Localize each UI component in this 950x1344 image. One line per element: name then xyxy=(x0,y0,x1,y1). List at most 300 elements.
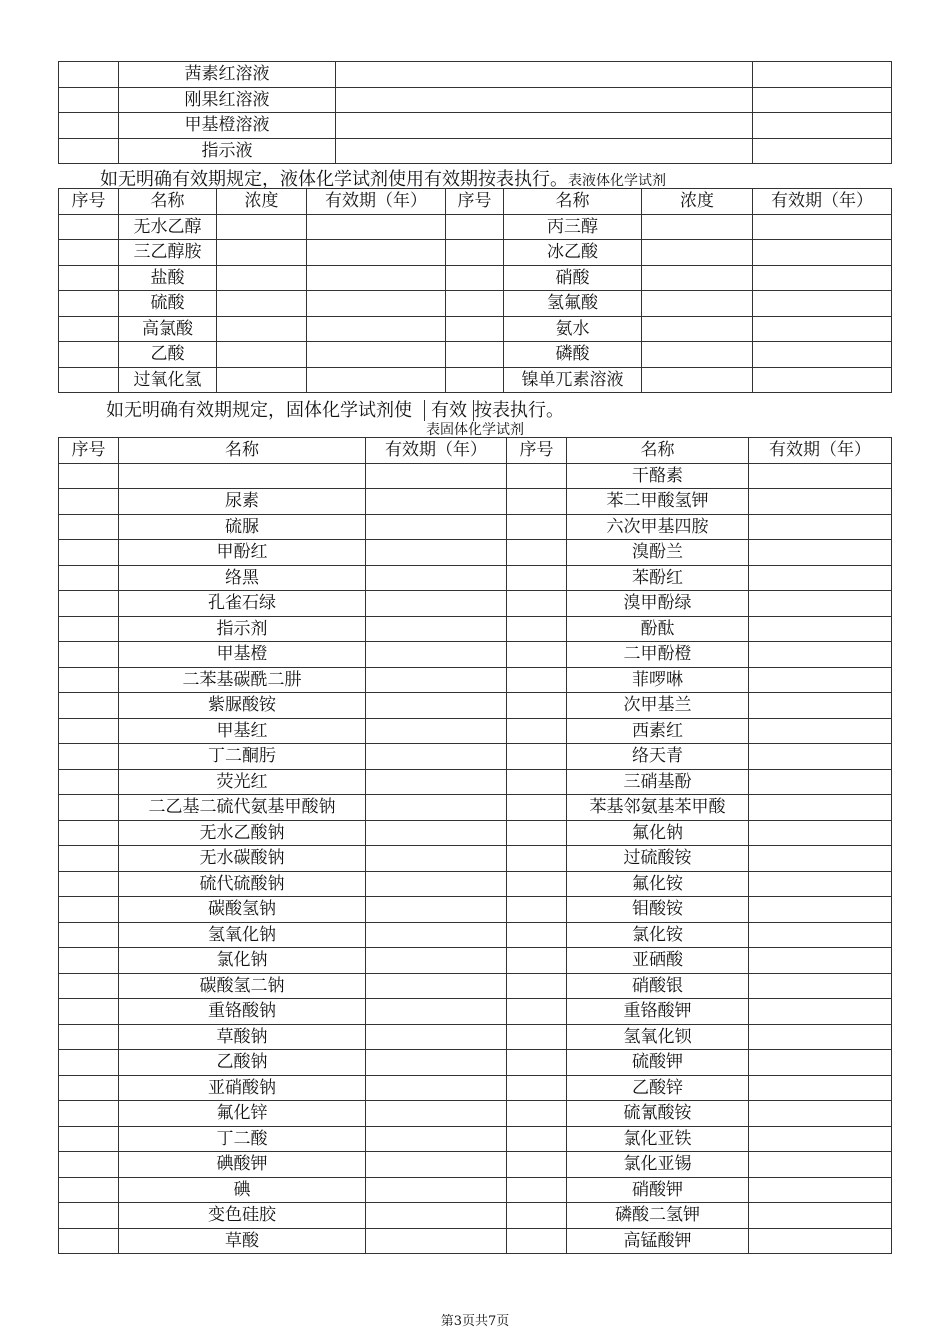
name-cell: 磷酸二氢钾 xyxy=(567,1203,749,1229)
validity-cell xyxy=(366,999,507,1025)
index-cell xyxy=(59,367,119,393)
table-row xyxy=(59,1177,892,1203)
index-cell xyxy=(507,1126,567,1152)
table-row xyxy=(59,138,892,164)
index-cell xyxy=(507,1177,567,1203)
name-cell: 硝酸 xyxy=(504,265,642,291)
index-cell xyxy=(59,1177,119,1203)
index-cell xyxy=(507,565,567,591)
header-cell: 名称 xyxy=(119,438,366,464)
table-row xyxy=(59,240,892,266)
name-cell: 碳酸氢二钠 xyxy=(119,973,366,999)
validity-cell xyxy=(749,769,892,795)
table-row xyxy=(59,367,892,393)
validity-cell xyxy=(753,342,892,368)
index-cell xyxy=(507,489,567,515)
validity-cell xyxy=(366,667,507,693)
table-row xyxy=(59,514,892,540)
index-cell xyxy=(507,1075,567,1101)
indicator-solution-table xyxy=(58,61,892,164)
blank-cell xyxy=(753,62,892,88)
validity-cell xyxy=(753,265,892,291)
validity-cell xyxy=(749,540,892,566)
table-row xyxy=(59,846,892,872)
header-cell: 有效期（年） xyxy=(307,189,446,215)
validity-cell xyxy=(749,846,892,872)
index-cell xyxy=(446,316,504,342)
index-cell xyxy=(59,846,119,872)
table-row xyxy=(59,1075,892,1101)
index-cell xyxy=(59,591,119,617)
solid-note-part2: 有效 xyxy=(424,400,474,421)
name-cell: 氯化铵 xyxy=(567,922,749,948)
validity-cell xyxy=(749,999,892,1025)
validity-cell xyxy=(753,291,892,317)
name-cell: 磷酸 xyxy=(504,342,642,368)
validity-cell xyxy=(749,948,892,974)
table-row xyxy=(59,565,892,591)
index-cell xyxy=(59,214,119,240)
solid-table-header xyxy=(59,438,892,464)
concentration-cell xyxy=(642,316,753,342)
concentration-cell xyxy=(642,214,753,240)
index-cell xyxy=(59,1101,119,1127)
index-cell xyxy=(59,113,119,139)
name-cell: 碘 xyxy=(119,1177,366,1203)
table-row xyxy=(59,342,892,368)
solid-note-part3: 按表执行。 xyxy=(474,400,564,421)
validity-cell xyxy=(749,489,892,515)
validity-cell xyxy=(366,489,507,515)
index-cell xyxy=(59,463,119,489)
name-cell: 西素红 xyxy=(567,718,749,744)
index-cell xyxy=(507,999,567,1025)
liquid-table-header xyxy=(59,189,892,215)
table-row xyxy=(59,616,892,642)
validity-cell xyxy=(753,367,892,393)
table-row xyxy=(59,897,892,923)
name-cell: 酚酞 xyxy=(567,616,749,642)
index-cell xyxy=(59,744,119,770)
index-cell xyxy=(59,871,119,897)
validity-cell xyxy=(366,871,507,897)
validity-cell xyxy=(307,214,446,240)
validity-cell xyxy=(366,769,507,795)
index-cell xyxy=(507,642,567,668)
index-cell xyxy=(59,540,119,566)
validity-cell xyxy=(366,948,507,974)
validity-cell xyxy=(366,693,507,719)
name-cell: 变色硅胶 xyxy=(119,1203,366,1229)
index-cell xyxy=(446,367,504,393)
concentration-cell xyxy=(642,291,753,317)
validity-cell xyxy=(307,316,446,342)
validity-cell xyxy=(366,1024,507,1050)
table-row xyxy=(59,1152,892,1178)
name-cell: 重铬酸钾 xyxy=(567,999,749,1025)
validity-cell xyxy=(307,265,446,291)
header-cell: 名称 xyxy=(567,438,749,464)
blank-cell xyxy=(753,87,892,113)
validity-cell xyxy=(366,846,507,872)
header-cell: 名称 xyxy=(119,189,217,215)
validity-cell xyxy=(307,367,446,393)
index-cell xyxy=(507,846,567,872)
concentration-cell xyxy=(217,240,307,266)
validity-cell xyxy=(753,214,892,240)
index-cell xyxy=(507,693,567,719)
index-cell xyxy=(59,62,119,88)
name-cell: 溴酚兰 xyxy=(567,540,749,566)
name-cell: 茜素红溶液 xyxy=(119,62,336,88)
validity-cell xyxy=(366,1050,507,1076)
name-cell: 重铬酸钠 xyxy=(119,999,366,1025)
header-cell: 名称 xyxy=(504,189,642,215)
name-cell: 过硫酸铵 xyxy=(567,846,749,872)
header-cell: 序号 xyxy=(446,189,504,215)
validity-cell xyxy=(749,897,892,923)
table-row xyxy=(59,214,892,240)
validity-cell xyxy=(366,897,507,923)
header-cell: 浓度 xyxy=(642,189,753,215)
solid-table-caption: 表固体化学试剂 xyxy=(426,422,524,438)
validity-cell xyxy=(366,973,507,999)
index-cell xyxy=(507,616,567,642)
name-cell: 干酪素 xyxy=(567,463,749,489)
name-cell: 氯化亚铁 xyxy=(567,1126,749,1152)
index-cell xyxy=(507,948,567,974)
name-cell xyxy=(119,463,366,489)
index-cell xyxy=(446,342,504,368)
name-cell: 紫脲酸铵 xyxy=(119,693,366,719)
name-cell: 硫氰酸铵 xyxy=(567,1101,749,1127)
validity-cell xyxy=(749,795,892,821)
liquid-reagent-table xyxy=(58,188,892,393)
table-row xyxy=(59,693,892,719)
validity-cell xyxy=(366,565,507,591)
validity-cell xyxy=(366,514,507,540)
header-cell: 浓度 xyxy=(217,189,307,215)
validity-cell xyxy=(749,871,892,897)
table-row xyxy=(59,1024,892,1050)
validity-cell xyxy=(366,1126,507,1152)
index-cell xyxy=(507,463,567,489)
validity-cell xyxy=(749,744,892,770)
name-cell: 甲酚红 xyxy=(119,540,366,566)
index-cell xyxy=(446,265,504,291)
table-row xyxy=(59,291,892,317)
validity-cell xyxy=(366,718,507,744)
index-cell xyxy=(59,489,119,515)
table-row xyxy=(59,87,892,113)
name-cell: 二甲酚橙 xyxy=(567,642,749,668)
table-row xyxy=(59,316,892,342)
validity-cell xyxy=(749,1228,892,1254)
name-cell: 指示液 xyxy=(119,138,336,164)
validity-cell xyxy=(307,291,446,317)
index-cell xyxy=(507,1152,567,1178)
index-cell xyxy=(507,769,567,795)
validity-cell xyxy=(749,565,892,591)
validity-cell xyxy=(366,1101,507,1127)
name-cell: 氯化钠 xyxy=(119,948,366,974)
validity-cell xyxy=(749,693,892,719)
index-cell xyxy=(507,973,567,999)
name-cell: 亚硒酸 xyxy=(567,948,749,974)
index-cell xyxy=(59,1152,119,1178)
index-cell xyxy=(446,214,504,240)
name-cell: 乙酸 xyxy=(119,342,217,368)
name-cell: 六次甲基四胺 xyxy=(567,514,749,540)
concentration-cell xyxy=(642,367,753,393)
name-cell: 硫脲 xyxy=(119,514,366,540)
solid-reagent-table xyxy=(58,437,892,1254)
name-cell: 尿素 xyxy=(119,489,366,515)
name-cell: 硫代硫酸钠 xyxy=(119,871,366,897)
table-row xyxy=(59,795,892,821)
name-cell: 苯二甲酸氢钾 xyxy=(567,489,749,515)
liquid-reagent-note-text: 如无明确有效期规定，液体化学试剂使用有效期按表执行。 xyxy=(100,169,568,190)
name-cell: 三乙醇胺 xyxy=(119,240,217,266)
validity-cell xyxy=(366,744,507,770)
validity-cell xyxy=(366,463,507,489)
header-cell: 有效期（年） xyxy=(366,438,507,464)
index-cell xyxy=(59,514,119,540)
index-cell xyxy=(507,1024,567,1050)
validity-cell xyxy=(307,342,446,368)
index-cell xyxy=(59,1228,119,1254)
index-cell xyxy=(507,1101,567,1127)
name-cell: 溴甲酚绿 xyxy=(567,591,749,617)
concentration-cell xyxy=(642,342,753,368)
blank-cell xyxy=(336,62,753,88)
validity-cell xyxy=(753,240,892,266)
name-cell: 氟化锌 xyxy=(119,1101,366,1127)
validity-cell xyxy=(366,642,507,668)
name-cell: 次甲基兰 xyxy=(567,693,749,719)
validity-cell xyxy=(749,642,892,668)
index-cell xyxy=(59,342,119,368)
name-cell: 丁二酮肟 xyxy=(119,744,366,770)
table-row xyxy=(59,1101,892,1127)
index-cell xyxy=(59,718,119,744)
concentration-cell xyxy=(217,291,307,317)
validity-cell xyxy=(366,820,507,846)
name-cell: 无水乙酸钠 xyxy=(119,820,366,846)
validity-cell xyxy=(749,616,892,642)
index-cell xyxy=(507,540,567,566)
validity-cell xyxy=(749,1152,892,1178)
name-cell: 孔雀石绿 xyxy=(119,591,366,617)
concentration-cell xyxy=(642,265,753,291)
index-cell xyxy=(446,291,504,317)
concentration-cell xyxy=(217,367,307,393)
name-cell: 硫酸钾 xyxy=(567,1050,749,1076)
table-row xyxy=(59,948,892,974)
index-cell xyxy=(59,897,119,923)
index-cell xyxy=(59,948,119,974)
validity-cell xyxy=(366,540,507,566)
blank-cell xyxy=(336,113,753,139)
name-cell: 菲啰啉 xyxy=(567,667,749,693)
name-cell: 二乙基二硫代氨基甲酸钠 xyxy=(119,795,366,821)
name-cell: 硫酸 xyxy=(119,291,217,317)
index-cell xyxy=(59,316,119,342)
index-cell xyxy=(507,871,567,897)
validity-cell xyxy=(753,316,892,342)
name-cell: 氢氟酸 xyxy=(504,291,642,317)
name-cell: 刚果红溶液 xyxy=(119,87,336,113)
name-cell: 荧光红 xyxy=(119,769,366,795)
name-cell: 碘酸钾 xyxy=(119,1152,366,1178)
index-cell xyxy=(59,265,119,291)
index-cell xyxy=(59,565,119,591)
table-row xyxy=(59,1050,892,1076)
index-cell xyxy=(59,973,119,999)
index-cell xyxy=(59,642,119,668)
blank-cell xyxy=(336,138,753,164)
name-cell: 指示剂 xyxy=(119,616,366,642)
index-cell xyxy=(446,240,504,266)
validity-cell xyxy=(749,1126,892,1152)
concentration-cell xyxy=(642,240,753,266)
validity-cell xyxy=(366,795,507,821)
name-cell: 高锰酸钾 xyxy=(567,1228,749,1254)
index-cell xyxy=(59,1024,119,1050)
validity-cell xyxy=(366,1203,507,1229)
name-cell: 冰乙酸 xyxy=(504,240,642,266)
index-cell xyxy=(59,291,119,317)
header-cell: 有效期（年） xyxy=(753,189,892,215)
validity-cell xyxy=(749,1024,892,1050)
name-cell: 三硝基酚 xyxy=(567,769,749,795)
validity-cell xyxy=(749,1101,892,1127)
validity-cell xyxy=(749,1050,892,1076)
validity-cell xyxy=(749,591,892,617)
table-row xyxy=(59,871,892,897)
table-row xyxy=(59,540,892,566)
index-cell xyxy=(59,922,119,948)
validity-cell xyxy=(366,922,507,948)
index-cell xyxy=(507,718,567,744)
validity-cell xyxy=(749,1177,892,1203)
blank-cell xyxy=(753,138,892,164)
name-cell: 甲基橙 xyxy=(119,642,366,668)
name-cell: 氨水 xyxy=(504,316,642,342)
validity-cell xyxy=(366,1152,507,1178)
name-cell: 无水碳酸钠 xyxy=(119,846,366,872)
validity-cell xyxy=(749,1075,892,1101)
validity-cell xyxy=(749,514,892,540)
table-row xyxy=(59,62,892,88)
index-cell xyxy=(507,795,567,821)
table-row xyxy=(59,769,892,795)
index-cell xyxy=(507,897,567,923)
index-cell xyxy=(59,769,119,795)
name-cell: 络黑 xyxy=(119,565,366,591)
table-row xyxy=(59,922,892,948)
index-cell xyxy=(59,138,119,164)
index-cell xyxy=(507,667,567,693)
validity-cell xyxy=(749,1203,892,1229)
index-cell xyxy=(59,795,119,821)
name-cell: 甲基红 xyxy=(119,718,366,744)
name-cell: 乙酸钠 xyxy=(119,1050,366,1076)
header-cell: 序号 xyxy=(507,438,567,464)
validity-cell xyxy=(366,591,507,617)
name-cell: 镍单兀素溶液 xyxy=(504,367,642,393)
concentration-cell xyxy=(217,316,307,342)
index-cell xyxy=(59,87,119,113)
solid-note-part1: 如无明确有效期规定，固体化学试剂使 xyxy=(106,400,412,421)
table-row xyxy=(59,591,892,617)
validity-cell xyxy=(749,922,892,948)
table-row xyxy=(59,463,892,489)
index-cell xyxy=(507,591,567,617)
index-cell xyxy=(507,820,567,846)
validity-cell xyxy=(366,1075,507,1101)
concentration-cell xyxy=(217,214,307,240)
index-cell xyxy=(59,693,119,719)
name-cell: 乙酸锌 xyxy=(567,1075,749,1101)
name-cell: 苯基邻氨基苯甲酸 xyxy=(567,795,749,821)
index-cell xyxy=(59,999,119,1025)
index-cell xyxy=(507,514,567,540)
name-cell: 高氯酸 xyxy=(119,316,217,342)
table-row xyxy=(59,667,892,693)
index-cell xyxy=(59,240,119,266)
name-cell: 钼酸铵 xyxy=(567,897,749,923)
index-cell xyxy=(507,1228,567,1254)
name-cell: 草酸钠 xyxy=(119,1024,366,1050)
table-row xyxy=(59,744,892,770)
name-cell: 无水乙醇 xyxy=(119,214,217,240)
table-row xyxy=(59,113,892,139)
validity-cell xyxy=(366,1228,507,1254)
name-cell: 氯化亚锡 xyxy=(567,1152,749,1178)
index-cell xyxy=(59,1203,119,1229)
validity-cell xyxy=(749,820,892,846)
index-cell xyxy=(59,1050,119,1076)
validity-cell xyxy=(749,718,892,744)
validity-cell xyxy=(749,667,892,693)
name-cell: 草酸 xyxy=(119,1228,366,1254)
name-cell: 盐酸 xyxy=(119,265,217,291)
page-footer: 第3页共7页 xyxy=(440,1314,510,1329)
name-cell: 氢氧化钡 xyxy=(567,1024,749,1050)
validity-cell xyxy=(307,240,446,266)
table-row xyxy=(59,265,892,291)
name-cell: 硝酸钾 xyxy=(567,1177,749,1203)
table-row xyxy=(59,973,892,999)
table-row xyxy=(59,1126,892,1152)
table-row xyxy=(59,820,892,846)
name-cell: 碳酸氢钠 xyxy=(119,897,366,923)
name-cell: 丙三醇 xyxy=(504,214,642,240)
table-row xyxy=(59,489,892,515)
table-row xyxy=(59,718,892,744)
liquid-table-caption: 表液体化学试剂 xyxy=(568,173,666,189)
name-cell: 络天青 xyxy=(567,744,749,770)
header-cell: 序号 xyxy=(59,438,119,464)
table-row xyxy=(59,642,892,668)
blank-cell xyxy=(336,87,753,113)
table-row xyxy=(59,1228,892,1254)
name-cell: 氢氧化钠 xyxy=(119,922,366,948)
concentration-cell xyxy=(217,342,307,368)
name-cell: 二苯基碳酰二肼 xyxy=(119,667,366,693)
name-cell: 苯酚红 xyxy=(567,565,749,591)
